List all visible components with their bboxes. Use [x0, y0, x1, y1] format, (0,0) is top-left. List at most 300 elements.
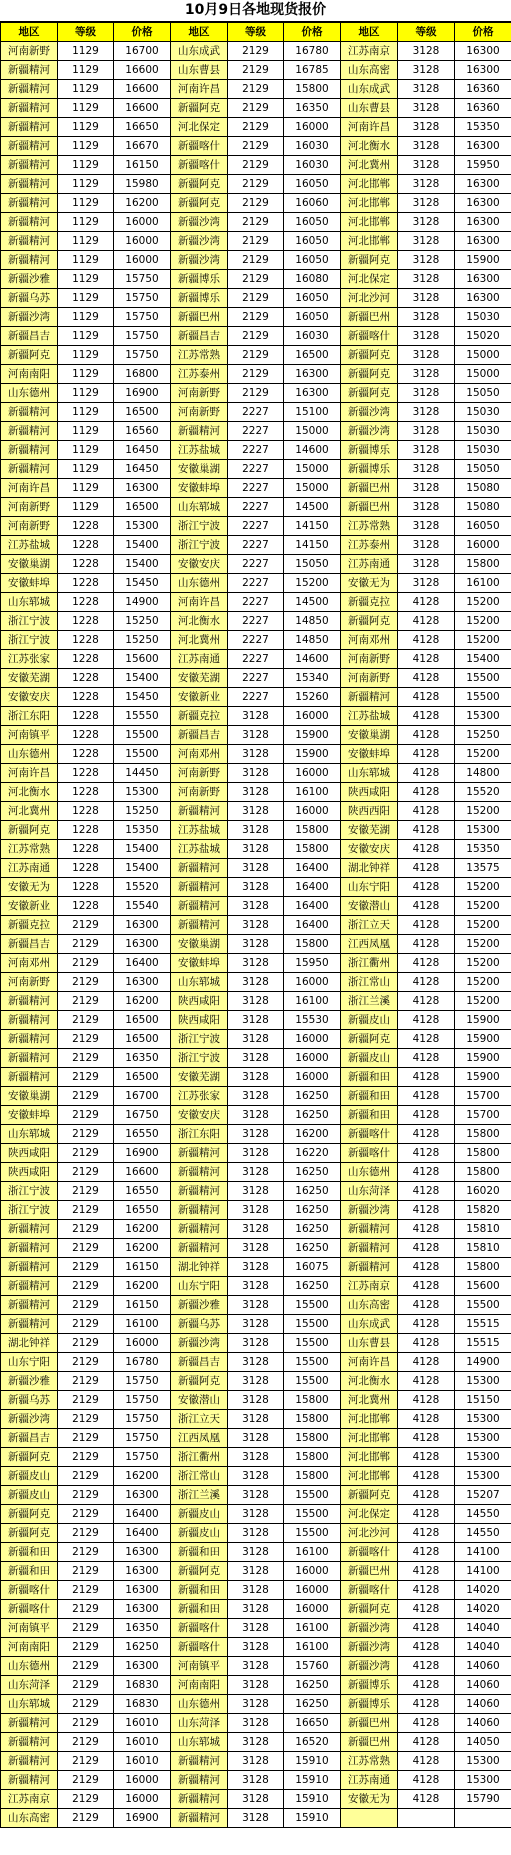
price-cell: 15800 — [284, 1448, 341, 1467]
region-cell: 安徽蚌埠 — [341, 745, 398, 764]
price-cell: 16250 — [284, 1277, 341, 1296]
table-row — [1, 897, 511, 916]
price-cell: 15200 — [455, 745, 511, 764]
price-cell: 14060 — [455, 1695, 511, 1714]
price-cell: 14060 — [455, 1676, 511, 1695]
region-cell: 河南许昌 — [171, 593, 228, 612]
region-cell: 浙江兰溪 — [341, 992, 398, 1011]
price-cell: 16830 — [114, 1676, 171, 1695]
price-cell: 16300 — [455, 213, 511, 232]
grade-cell: 1129 — [58, 213, 114, 232]
price-cell: 15500 — [114, 726, 171, 745]
grade-cell: 3128 — [228, 1638, 284, 1657]
grade-cell: 4128 — [398, 669, 455, 688]
region-cell: 新疆精河 — [171, 1144, 228, 1163]
region-cell: 新疆阿克 — [171, 194, 228, 213]
grade-cell: 4128 — [398, 1334, 455, 1353]
region-cell: 安徽蚌埠 — [1, 574, 58, 593]
grade-cell: 3128 — [228, 1657, 284, 1676]
price-cell: 16000 — [284, 707, 341, 726]
price-cell: 16350 — [114, 1619, 171, 1638]
price-cell: 15207 — [455, 1486, 511, 1505]
price-cell: 15520 — [455, 783, 511, 802]
grade-cell: 3128 — [398, 175, 455, 194]
grade-cell: 2227 — [228, 460, 284, 479]
grade-cell: 2129 — [228, 251, 284, 270]
grade-cell: 3128 — [228, 1296, 284, 1315]
region-cell: 新疆克拉 — [1, 916, 58, 935]
price-cell: 16500 — [114, 1030, 171, 1049]
price-cell: 15400 — [114, 859, 171, 878]
price-cell: 16200 — [114, 1467, 171, 1486]
grade-cell: 4128 — [398, 992, 455, 1011]
grade-cell: 3128 — [228, 1201, 284, 1220]
region-cell: 陕西西阳 — [341, 802, 398, 821]
price-cell: 15300 — [455, 1448, 511, 1467]
table-row — [1, 745, 511, 764]
region-cell: 安徽巢湖 — [1, 1087, 58, 1106]
price-cell: 15700 — [455, 1106, 511, 1125]
table-row — [1, 99, 511, 118]
region-cell: 新疆阿克 — [171, 1372, 228, 1391]
price-cell: 15520 — [114, 878, 171, 897]
region-cell: 新疆精河 — [1, 1011, 58, 1030]
grade-cell: 3128 — [398, 460, 455, 479]
grade-cell: 2227 — [228, 669, 284, 688]
price-cell: 16300 — [114, 1486, 171, 1505]
price-cell: 16600 — [114, 80, 171, 99]
region-cell: 江苏南通 — [171, 650, 228, 669]
region-cell: 新疆皮山 — [1, 1467, 58, 1486]
price-cell: 14040 — [455, 1638, 511, 1657]
grade-cell: 1228 — [58, 840, 114, 859]
grade-cell: 3128 — [228, 897, 284, 916]
grade-cell: 1129 — [58, 327, 114, 346]
region-cell: 新疆精河 — [171, 1239, 228, 1258]
price-cell: 15900 — [455, 251, 511, 270]
region-cell: 山东高密 — [341, 61, 398, 80]
grade-cell: 1129 — [58, 346, 114, 365]
region-cell: 新疆沙雅 — [1, 270, 58, 289]
price-cell: 15200 — [455, 973, 511, 992]
price-cell: 16400 — [114, 1524, 171, 1543]
region-cell: 新疆和田 — [171, 1600, 228, 1619]
price-cell: 15910 — [284, 1771, 341, 1790]
price-cell: 14600 — [284, 441, 341, 460]
grade-cell: 3128 — [228, 935, 284, 954]
grade-cell: 3128 — [398, 99, 455, 118]
price-cell: 16010 — [114, 1714, 171, 1733]
region-cell: 江苏南通 — [341, 1771, 398, 1790]
price-cell: 15910 — [284, 1809, 341, 1828]
price-cell: 15800 — [455, 1258, 511, 1277]
table-row — [1, 1182, 511, 1201]
table-row — [1, 1714, 511, 1733]
region-cell: 新疆昌吉 — [171, 327, 228, 346]
grade-cell: 3128 — [398, 498, 455, 517]
price-cell: 15515 — [455, 1315, 511, 1334]
region-cell: 新疆和田 — [171, 1543, 228, 1562]
price-cell: 16300 — [455, 137, 511, 156]
price-cell: 16060 — [284, 194, 341, 213]
grade-cell: 3128 — [398, 517, 455, 536]
price-cell: 16000 — [284, 1030, 341, 1049]
region-cell: 新疆精河 — [1, 99, 58, 118]
price-cell: 15800 — [284, 1391, 341, 1410]
grade-cell: 2129 — [58, 1486, 114, 1505]
grade-cell: 3128 — [228, 1125, 284, 1144]
grade-cell: 2129 — [58, 992, 114, 1011]
grade-cell: 1129 — [58, 498, 114, 517]
grade-cell: 2129 — [58, 1695, 114, 1714]
grade-cell: 3128 — [228, 1258, 284, 1277]
price-cell: 16300 — [114, 479, 171, 498]
grade-cell — [398, 1809, 455, 1828]
grade-cell: 2129 — [228, 270, 284, 289]
price-cell: 16520 — [284, 1733, 341, 1752]
table-row — [1, 1030, 511, 1049]
region-cell: 河南许昌 — [1, 479, 58, 498]
table-row — [1, 1258, 511, 1277]
region-cell: 新疆沙湾 — [341, 1638, 398, 1657]
table-row — [1, 1429, 511, 1448]
price-cell: 16360 — [455, 99, 511, 118]
grade-cell: 2227 — [228, 631, 284, 650]
grade-cell: 2129 — [58, 1372, 114, 1391]
table-row — [1, 1315, 511, 1334]
grade-cell: 3128 — [228, 726, 284, 745]
grade-cell: 1129 — [58, 422, 114, 441]
grade-cell: 4128 — [398, 1068, 455, 1087]
grade-cell: 2129 — [228, 99, 284, 118]
grade-cell: 3128 — [228, 745, 284, 764]
region-cell: 新疆沙湾 — [171, 232, 228, 251]
region-cell: 新疆精河 — [1, 1752, 58, 1771]
grade-cell: 4128 — [398, 1619, 455, 1638]
price-cell: 14150 — [284, 536, 341, 555]
table-row — [1, 327, 511, 346]
price-cell: 16150 — [114, 156, 171, 175]
grade-cell: 1129 — [58, 99, 114, 118]
grade-cell: 3128 — [228, 1277, 284, 1296]
grade-cell: 1129 — [58, 175, 114, 194]
price-cell: 16650 — [114, 118, 171, 137]
region-cell: 新疆精河 — [1, 1315, 58, 1334]
grade-cell: 4128 — [398, 631, 455, 650]
grade-cell: 1129 — [58, 80, 114, 99]
grade-cell: 2129 — [228, 175, 284, 194]
grade-cell: 2129 — [58, 1030, 114, 1049]
grade-cell: 3128 — [228, 1695, 284, 1714]
price-cell: 16300 — [114, 1543, 171, 1562]
grade-cell: 2227 — [228, 536, 284, 555]
region-cell: 山东德州 — [1, 384, 58, 403]
region-cell: 新疆沙湾 — [171, 1334, 228, 1353]
price-cell: 16250 — [284, 1087, 341, 1106]
price-cell: 16000 — [114, 251, 171, 270]
region-cell: 河南邓州 — [1, 954, 58, 973]
grade-cell: 3128 — [228, 707, 284, 726]
region-cell: 新疆喀什 — [341, 1581, 398, 1600]
price-cell: 14850 — [284, 631, 341, 650]
price-cell: 15080 — [455, 498, 511, 517]
region-cell: 江西凤凰 — [341, 935, 398, 954]
region-cell: 陕西咸阳 — [171, 992, 228, 1011]
region-cell: 河南新野 — [171, 764, 228, 783]
grade-cell: 4128 — [398, 1600, 455, 1619]
price-cell: 15800 — [284, 1467, 341, 1486]
region-cell: 山东菏泽 — [171, 1714, 228, 1733]
price-cell: 15000 — [284, 422, 341, 441]
grade-cell: 3128 — [228, 1524, 284, 1543]
region-cell: 河南邓州 — [341, 631, 398, 650]
region-cell: 新疆阿克 — [1, 1505, 58, 1524]
grade-cell: 2129 — [228, 365, 284, 384]
price-cell: 16650 — [284, 1714, 341, 1733]
grade-cell: 3128 — [228, 1619, 284, 1638]
price-cell: 16500 — [114, 1011, 171, 1030]
price-cell: 16250 — [284, 1106, 341, 1125]
grade-cell: 1129 — [58, 308, 114, 327]
region-cell: 新疆皮山 — [171, 1505, 228, 1524]
grade-cell: 1228 — [58, 536, 114, 555]
grade-cell: 2129 — [58, 1467, 114, 1486]
region-cell: 山东郓城 — [1, 1125, 58, 1144]
price-cell: 16400 — [284, 859, 341, 878]
grade-cell: 2227 — [228, 650, 284, 669]
grade-cell: 2129 — [58, 1714, 114, 1733]
grade-cell: 4128 — [398, 1125, 455, 1144]
price-cell: 16000 — [284, 1562, 341, 1581]
region-cell: 新疆阿克 — [1, 1524, 58, 1543]
price-cell: 16000 — [284, 1600, 341, 1619]
grade-cell: 3128 — [398, 61, 455, 80]
region-cell: 山东郓城 — [171, 1733, 228, 1752]
grade-cell: 2227 — [228, 555, 284, 574]
region-cell: 山东郓城 — [341, 764, 398, 783]
price-cell: 16900 — [114, 1809, 171, 1828]
price-cell: 15260 — [284, 688, 341, 707]
price-cell: 15000 — [455, 365, 511, 384]
region-cell: 新疆昌吉 — [171, 1353, 228, 1372]
region-cell: 新疆喀什 — [171, 1638, 228, 1657]
table-row — [1, 1657, 511, 1676]
price-cell: 15000 — [455, 346, 511, 365]
grade-cell: 3128 — [228, 1600, 284, 1619]
region-cell: 新疆精河 — [171, 1220, 228, 1239]
region-cell: 安徽巢湖 — [171, 935, 228, 954]
grade-cell: 4128 — [398, 1410, 455, 1429]
price-cell: 16900 — [114, 1144, 171, 1163]
region-cell: 新疆精河 — [1, 403, 58, 422]
price-cell: 16250 — [114, 1638, 171, 1657]
grade-cell: 3128 — [228, 878, 284, 897]
region-cell: 江苏南京 — [341, 42, 398, 61]
table-row — [1, 517, 511, 536]
price-cell: 16300 — [455, 175, 511, 194]
price-cell: 15800 — [284, 821, 341, 840]
grade-cell: 1228 — [58, 878, 114, 897]
region-cell: 新疆喀什 — [171, 156, 228, 175]
price-cell: 15750 — [114, 1372, 171, 1391]
grade-cell: 4128 — [398, 878, 455, 897]
region-cell: 河南邓州 — [171, 745, 228, 764]
region-cell: 新疆精河 — [1, 1239, 58, 1258]
price-cell: 16550 — [114, 1201, 171, 1220]
region-cell: 新疆精河 — [1, 1277, 58, 1296]
grade-cell: 2129 — [58, 1391, 114, 1410]
price-cell: 15350 — [114, 821, 171, 840]
price-cell: 16450 — [114, 460, 171, 479]
price-cell: 15450 — [114, 574, 171, 593]
price-cell: 16785 — [284, 61, 341, 80]
grade-cell: 3128 — [228, 783, 284, 802]
price-cell: 15950 — [455, 156, 511, 175]
region-cell: 新疆阿克 — [341, 1486, 398, 1505]
price-cell: 16200 — [114, 194, 171, 213]
region-cell: 江苏常熟 — [341, 1752, 398, 1771]
price-cell: 16830 — [114, 1695, 171, 1714]
grade-cell: 4128 — [398, 1258, 455, 1277]
region-cell: 新疆精河 — [1, 118, 58, 137]
grade-cell: 4128 — [398, 1486, 455, 1505]
region-cell: 新疆昌吉 — [1, 327, 58, 346]
grade-cell: 4128 — [398, 916, 455, 935]
table-row — [1, 1201, 511, 1220]
price-cell: 15800 — [284, 80, 341, 99]
price-cell: 16100 — [284, 1638, 341, 1657]
price-cell: 15750 — [114, 308, 171, 327]
region-cell: 新疆巴州 — [341, 1733, 398, 1752]
grade-cell: 2129 — [228, 80, 284, 99]
grade-cell: 2129 — [58, 1239, 114, 1258]
price-cell: 16050 — [284, 289, 341, 308]
region-cell: 安徽芜湖 — [1, 669, 58, 688]
price-cell: 15340 — [284, 669, 341, 688]
grade-cell: 2129 — [58, 1315, 114, 1334]
grade-cell: 3128 — [228, 1562, 284, 1581]
region-cell: 河南南阳 — [171, 1676, 228, 1695]
region-cell: 河南新野 — [341, 650, 398, 669]
grade-cell: 4128 — [398, 935, 455, 954]
price-cell: 16100 — [284, 992, 341, 1011]
grade-cell: 2129 — [58, 1068, 114, 1087]
region-cell: 新疆精河 — [1, 1030, 58, 1049]
price-cell: 15300 — [455, 1429, 511, 1448]
table-row — [1, 631, 511, 650]
region-cell: 河北沙河 — [341, 289, 398, 308]
header-region: 地区 — [1, 23, 58, 42]
region-cell: 新疆巴州 — [341, 498, 398, 517]
region-cell: 新疆博乐 — [341, 441, 398, 460]
grade-cell: 4128 — [398, 1106, 455, 1125]
region-cell: 新疆和田 — [341, 1068, 398, 1087]
price-cell: 16400 — [284, 897, 341, 916]
price-cell: 15500 — [284, 1353, 341, 1372]
region-cell: 新疆阿克 — [1, 1448, 58, 1467]
region-cell: 新疆阿克 — [171, 175, 228, 194]
grade-cell: 4128 — [398, 1505, 455, 1524]
region-cell: 新疆博乐 — [341, 1676, 398, 1695]
region-cell: 新疆精河 — [1, 80, 58, 99]
region-cell: 浙江东阳 — [171, 1125, 228, 1144]
grade-cell: 2129 — [58, 1733, 114, 1752]
price-cell: 14020 — [455, 1600, 511, 1619]
region-cell: 新疆昌吉 — [1, 935, 58, 954]
price-cell: 16050 — [284, 308, 341, 327]
region-cell: 陕西咸阳 — [1, 1144, 58, 1163]
grade-cell: 3128 — [228, 1163, 284, 1182]
region-cell: 江苏南京 — [1, 1790, 58, 1809]
table-row — [1, 1638, 511, 1657]
region-cell: 新疆精河 — [171, 1790, 228, 1809]
region-cell: 新疆乌苏 — [171, 1315, 228, 1334]
price-cell: 16900 — [114, 384, 171, 403]
grade-cell: 2129 — [58, 1220, 114, 1239]
grade-cell: 3128 — [398, 251, 455, 270]
region-cell: 新疆精河 — [341, 1239, 398, 1258]
grade-cell: 4128 — [398, 1011, 455, 1030]
region-cell: 安徽无为 — [341, 574, 398, 593]
grade-cell: 3128 — [398, 555, 455, 574]
table-row — [1, 802, 511, 821]
price-cell: 15810 — [455, 1239, 511, 1258]
region-cell: 浙江宁波 — [1, 1201, 58, 1220]
region-cell: 河北冀州 — [171, 631, 228, 650]
price-cell: 15800 — [284, 935, 341, 954]
region-cell: 新疆沙湾 — [171, 213, 228, 232]
price-cell: 15030 — [455, 441, 511, 460]
region-cell: 河南新野 — [1, 42, 58, 61]
grade-cell: 3128 — [228, 1486, 284, 1505]
region-cell: 新疆阿克 — [341, 365, 398, 384]
region-cell: 安徽蚌埠 — [171, 479, 228, 498]
price-cell: 15250 — [114, 802, 171, 821]
grade-cell: 4128 — [398, 1144, 455, 1163]
table-row — [1, 384, 511, 403]
grade-cell: 3128 — [228, 1391, 284, 1410]
price-cell: 15350 — [455, 118, 511, 137]
region-cell: 安徽芜湖 — [171, 669, 228, 688]
price-cell: 15300 — [455, 1410, 511, 1429]
grade-cell: 4128 — [398, 1201, 455, 1220]
price-cell: 16500 — [114, 498, 171, 517]
region-cell: 江苏张家 — [171, 1087, 228, 1106]
table-row — [1, 916, 511, 935]
grade-cell: 4128 — [398, 973, 455, 992]
table-row — [1, 403, 511, 422]
price-cell: 16030 — [284, 137, 341, 156]
region-cell: 山东菏泽 — [1, 1676, 58, 1695]
grade-cell: 2227 — [228, 403, 284, 422]
region-cell: 河南许昌 — [1, 764, 58, 783]
region-cell: 新疆喀什 — [171, 137, 228, 156]
region-cell: 新疆乌苏 — [1, 1391, 58, 1410]
price-cell: 15760 — [284, 1657, 341, 1676]
region-cell: 新疆精河 — [341, 688, 398, 707]
price-cell: 16100 — [284, 1543, 341, 1562]
price-cell: 16010 — [114, 1733, 171, 1752]
region-cell: 浙江东阳 — [1, 707, 58, 726]
grade-cell: 1129 — [58, 365, 114, 384]
grade-cell: 3128 — [228, 1771, 284, 1790]
grade-cell: 1129 — [58, 251, 114, 270]
grade-cell: 1228 — [58, 897, 114, 916]
price-cell: 15500 — [455, 688, 511, 707]
price-cell: 16100 — [455, 574, 511, 593]
price-cell: 15030 — [455, 308, 511, 327]
grade-cell: 1228 — [58, 745, 114, 764]
